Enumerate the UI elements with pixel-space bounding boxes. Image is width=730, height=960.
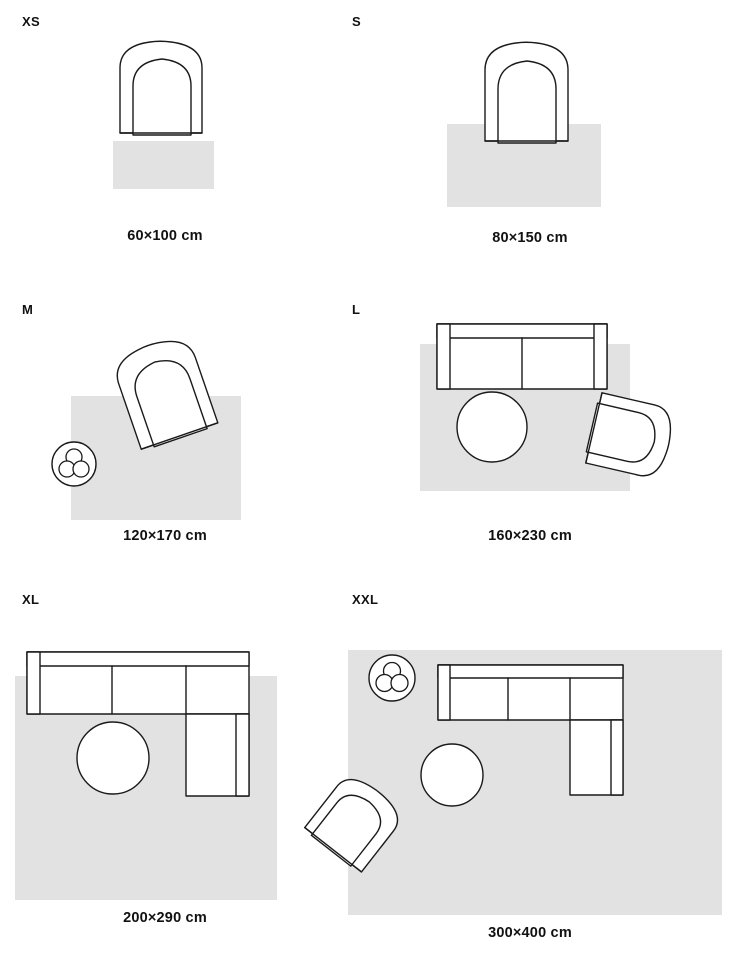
sofa-arm-right-l bbox=[594, 324, 607, 389]
plant-leaf-right-xxl bbox=[391, 675, 408, 692]
size-cell-s bbox=[330, 0, 730, 270]
size-cell-xl bbox=[0, 580, 330, 960]
size-cell-m bbox=[0, 288, 330, 578]
rug-shape-xs bbox=[113, 141, 214, 189]
dimension-label-s: 80×150 cm bbox=[492, 230, 568, 246]
xs-svg bbox=[0, 28, 330, 203]
size-label-s: S bbox=[352, 14, 361, 29]
diagram-xs bbox=[0, 28, 330, 203]
sofa-back-xxl bbox=[438, 665, 623, 678]
round-table-l bbox=[457, 392, 527, 462]
sofa-back-xl bbox=[27, 652, 249, 666]
xl-svg bbox=[0, 610, 330, 900]
diagram-s bbox=[330, 28, 730, 208]
round-table-xl bbox=[77, 722, 149, 794]
l-svg bbox=[330, 316, 730, 506]
size-label-m: M bbox=[22, 302, 34, 317]
size-cell-xs bbox=[0, 0, 330, 270]
dimension-label-xl: 200×290 cm bbox=[123, 910, 207, 926]
sofa-arm-left-l bbox=[437, 324, 450, 389]
m-svg bbox=[0, 316, 330, 506]
plant-m bbox=[52, 442, 96, 486]
dimension-label-l: 160×230 cm bbox=[488, 528, 572, 544]
size-label-l: L bbox=[352, 302, 361, 317]
size-label-xxl: XXL bbox=[352, 592, 379, 607]
diagram-m bbox=[0, 316, 330, 506]
sofa-l bbox=[437, 324, 607, 389]
sofa-arm-left-xxl bbox=[438, 665, 450, 720]
plant-xxl bbox=[369, 655, 415, 701]
size-cell-l bbox=[330, 288, 730, 578]
diagram-xl bbox=[0, 610, 330, 900]
s-svg bbox=[330, 28, 730, 208]
size-cell-xxl bbox=[330, 580, 730, 960]
diagram-xxl bbox=[330, 610, 730, 910]
sofa-arm-left-xl bbox=[27, 652, 40, 714]
sofa-chaise-arm-xl bbox=[236, 714, 249, 796]
dimension-label-m: 120×170 cm bbox=[123, 528, 207, 544]
dimension-label-xs: 60×100 cm bbox=[127, 228, 203, 244]
armchair-cushion-s bbox=[498, 61, 556, 143]
size-label-xs: XS bbox=[22, 14, 40, 29]
size-label-xl: XL bbox=[22, 592, 40, 607]
sofa-chaise-arm-xxl bbox=[611, 720, 623, 795]
armchair-cushion-xs bbox=[133, 59, 191, 135]
diagram-l bbox=[330, 316, 730, 506]
plant-leaf-right-m bbox=[73, 461, 89, 477]
sofa-back-l bbox=[437, 324, 607, 338]
xxl-svg bbox=[330, 610, 730, 910]
dimension-label-xxl: 300×400 cm bbox=[488, 925, 572, 941]
round-table-xxl bbox=[421, 744, 483, 806]
